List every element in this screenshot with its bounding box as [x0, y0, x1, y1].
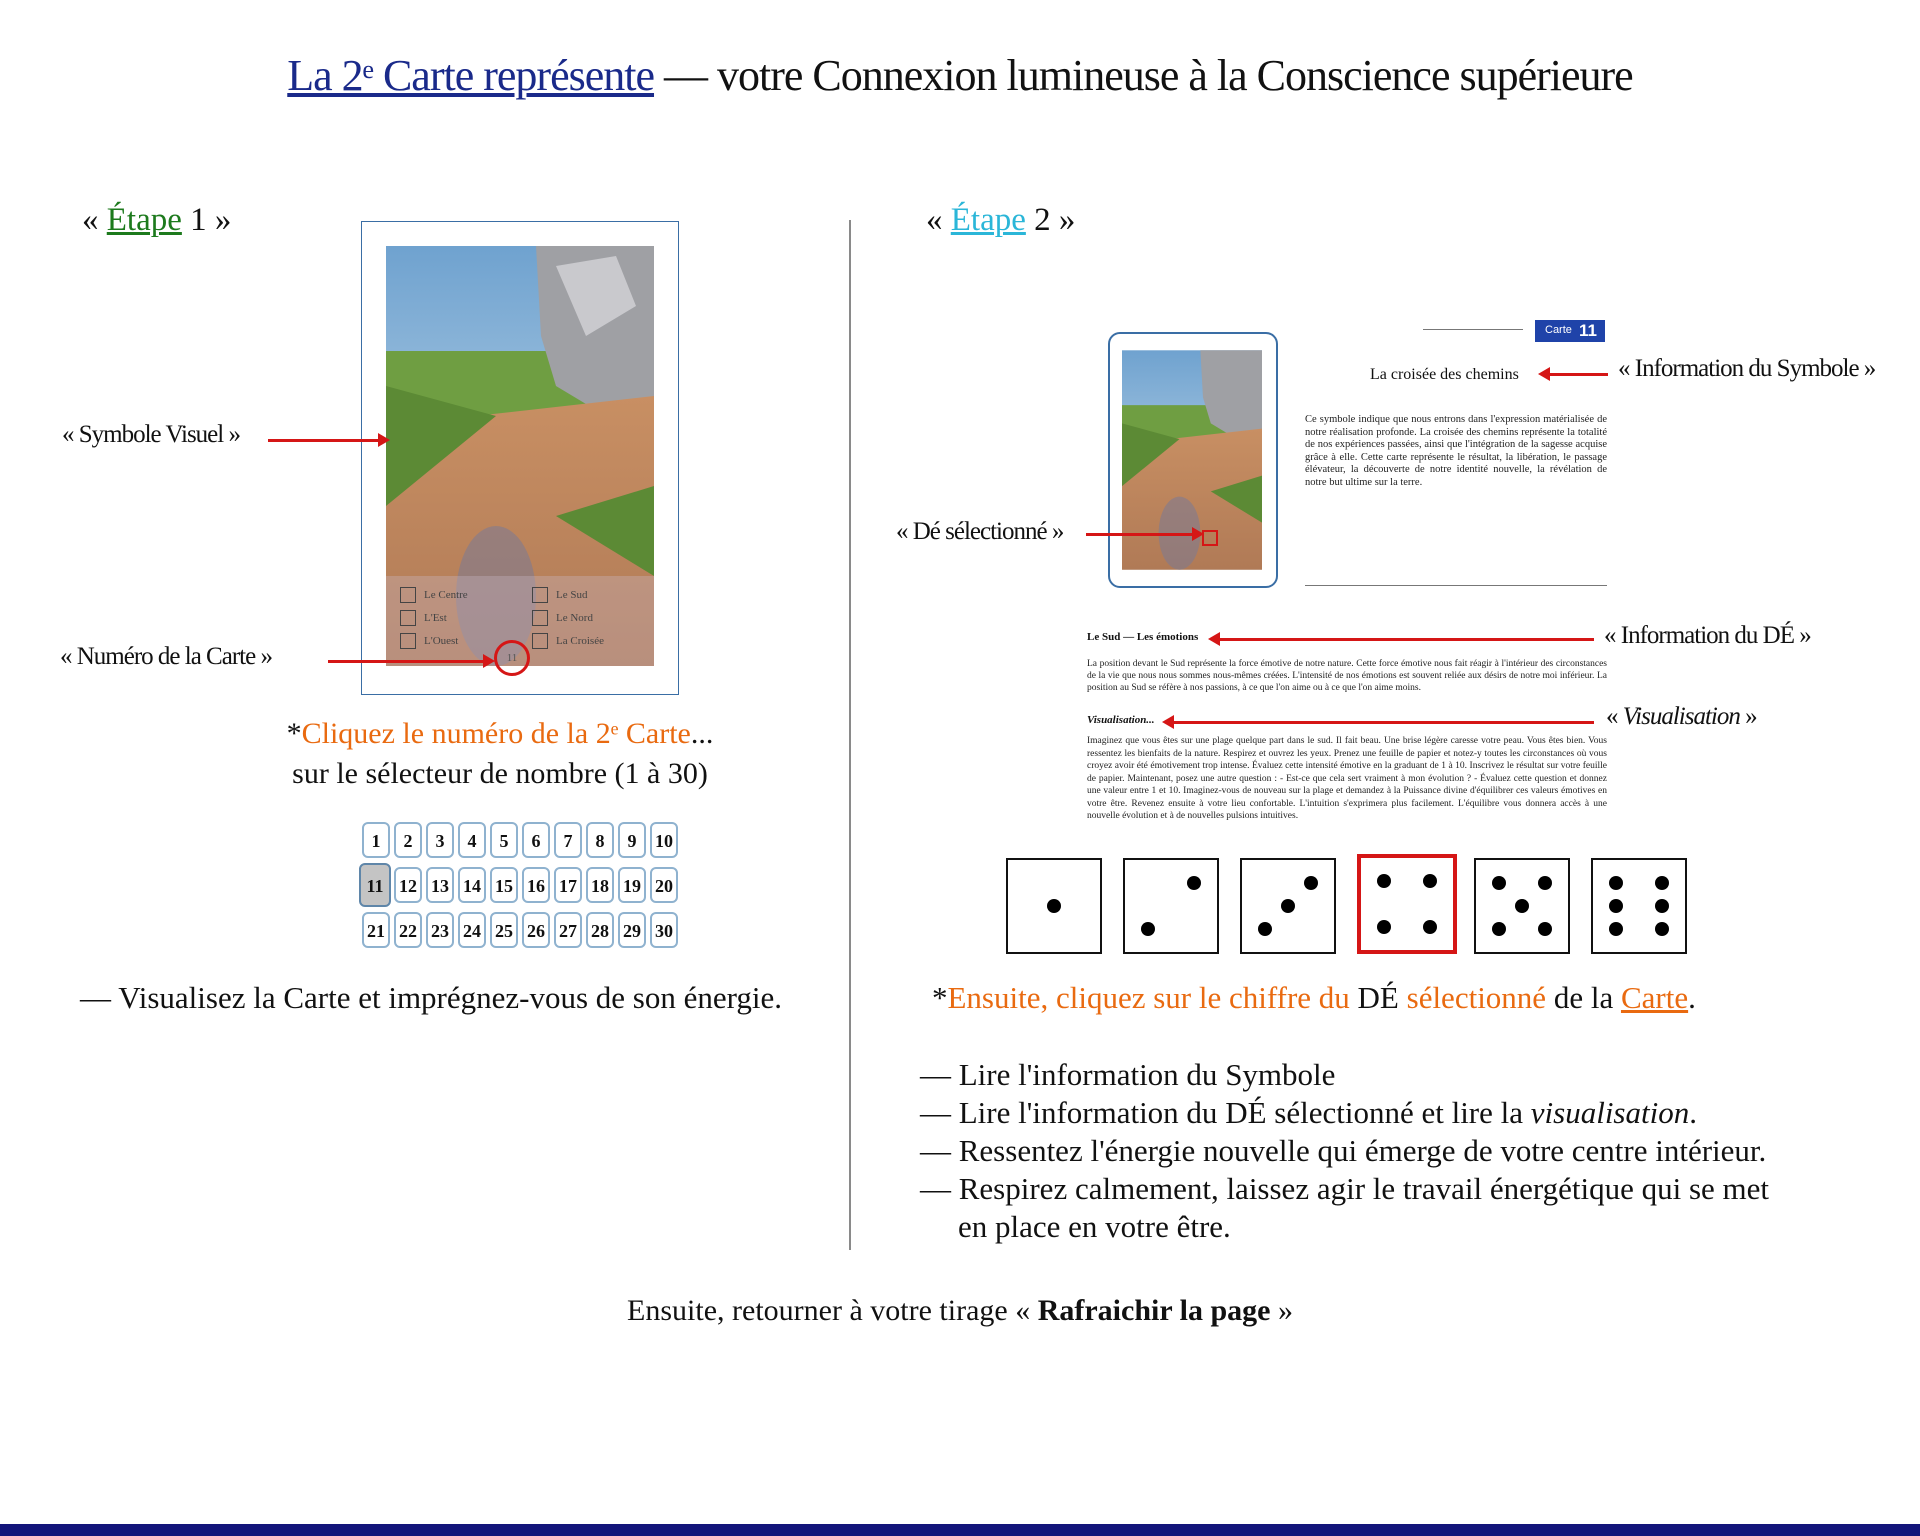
- die-pip: [1377, 874, 1391, 888]
- label-info-symbole: « Information du Symbole »: [1618, 355, 1876, 382]
- card-number-circle: 11: [494, 640, 530, 676]
- step2-heading: « Étape 2 »: [926, 202, 1076, 238]
- arrow-info-symbole: [1548, 373, 1608, 376]
- die-pip: [1655, 922, 1669, 936]
- die-pip: [1655, 876, 1669, 890]
- die-2[interactable]: [1123, 858, 1219, 954]
- die-4[interactable]: [1357, 854, 1457, 954]
- list-item: — Ressentez l'énergie nouvelle qui émerge de votre centre intérieur.: [920, 1133, 1767, 1168]
- die-pip: [1423, 874, 1437, 888]
- die-pip: [1655, 899, 1669, 913]
- title-link[interactable]: La 2ᵉ Carte représente: [287, 51, 655, 100]
- die-pip: [1281, 899, 1295, 913]
- number-selector: [362, 822, 682, 958]
- label-numero-carte: « Numéro de la Carte »: [60, 643, 272, 670]
- number-button-21[interactable]: 21: [362, 912, 390, 948]
- number-button-27[interactable]: 27: [554, 912, 582, 948]
- label-info-de: « Information du DÉ »: [1604, 622, 1811, 649]
- die-pip: [1047, 899, 1061, 913]
- carte-tag: Carte 11: [1535, 320, 1605, 342]
- die-6[interactable]: [1591, 858, 1687, 954]
- die-pip: [1492, 876, 1506, 890]
- number-button-1[interactable]: 1: [362, 822, 390, 858]
- card-legend-right: Le Sud Le Nord La Croisée: [532, 584, 604, 653]
- arrow-de-selectionne: [1086, 533, 1194, 536]
- die-pip: [1187, 876, 1201, 890]
- number-button-8[interactable]: 8: [586, 822, 614, 858]
- number-button-29[interactable]: 29: [618, 912, 646, 948]
- list-item: en place en votre être.: [958, 1209, 1231, 1244]
- label-visualisation: « Visualisation »: [1606, 703, 1757, 730]
- die-pip: [1609, 876, 1623, 890]
- number-button-22[interactable]: 22: [394, 912, 422, 948]
- footer-bar: [0, 1524, 1920, 1536]
- die-pip: [1538, 922, 1552, 936]
- step1-visualize-text: — Visualisez la Carte et imprégnez-vous de son énergie.: [80, 980, 783, 1015]
- number-button-19[interactable]: 19: [618, 867, 646, 903]
- arrow-visualisation: [1172, 721, 1594, 724]
- list-item: — Respirez calmement, laissez agir le travail énergétique qui se met: [920, 1171, 1770, 1206]
- step2-list: [920, 1056, 1820, 1246]
- number-button-7[interactable]: 7: [554, 822, 582, 858]
- number-button-20[interactable]: 20: [650, 867, 678, 903]
- number-button-30[interactable]: 30: [650, 912, 678, 948]
- number-button-18[interactable]: 18: [586, 867, 614, 903]
- step1-word: Étape: [106, 202, 182, 238]
- die-5[interactable]: [1474, 858, 1570, 954]
- step1-instruction: *Cliquez le numéro de la 2ᵉ Carte... sur le sélecteur de nombre (1 à 30): [286, 717, 714, 790]
- number-button-4[interactable]: 4: [458, 822, 486, 858]
- number-button-23[interactable]: 23: [426, 912, 454, 948]
- number-button-3[interactable]: 3: [426, 822, 454, 858]
- number-button-10[interactable]: 10: [650, 822, 678, 858]
- die-pip: [1377, 920, 1391, 934]
- de-text: La position devant le Sud représente la force émotive de notre nature. Cette force émotive nous fait réagir à l'intérieur des circonstances de la vie que nous nous sommes nous-mêmes créées. L'intensité de nos émotions est souvent reliée aux désirs de notre moi inférieur. La position au Sud se réfère à nos passions, à ce que l'on aime ou à ce que l'on aime moins.: [1087, 659, 1607, 693]
- number-button-26[interactable]: 26: [522, 912, 550, 948]
- title-rest: — votre Connexion lumineuse à la Conscience supérieure: [654, 51, 1633, 100]
- tarot-card-step2: [1108, 332, 1278, 588]
- die-pip: [1423, 920, 1437, 934]
- die-pip: [1492, 922, 1506, 936]
- de-title: Le Sud — Les émotions: [1087, 631, 1199, 643]
- number-button-24[interactable]: 24: [458, 912, 486, 948]
- visu-text: Imaginez que vous êtes sur une plage quelque part dans le sud. Il fait beau. Une brise légère caresse votre peau. Vous êtes bien. Vous ressentez les bienfaits de la nature. Respirez et ouvrez les yeux. Prenez une feuille de papier et notez-y toutes les circonstances où vous croyez avoir été émotivement trop intense. Évaluez cette intensité émotive en la graduant de 1 à 10. Inscrivez le résultat sur votre feuille de papier. Maintenant, posez une autre question : - Est-ce que cela sert vraiment à mon évolution ? - Évaluez cette question et donnez une valeur entre 1 et 10. Imaginez-vous de nouveau sur la plage et demandez à la Puissance divine d'équilibrer ces valeurs émotives en votre être. Revenez ensuite à votre lieu confortable. L'intuition s'exprimera plus facilement. L'équilibre vous donnera accès à une nouvelle évolution et à de nouvelles pulsions intuitives.: [1087, 736, 1607, 821]
- die-pip: [1258, 922, 1272, 936]
- list-item: — Lire l'information du DÉ sélectionné et lire la visualisation.: [920, 1095, 1697, 1130]
- label-symbole-visuel: « Symbole Visuel »: [62, 421, 240, 448]
- number-button-11[interactable]: 11: [359, 863, 391, 907]
- die-1[interactable]: [1006, 858, 1102, 954]
- column-divider: [849, 220, 851, 1250]
- tarot-card-step1: [361, 221, 679, 695]
- carte-link[interactable]: Carte: [1620, 980, 1689, 1015]
- number-button-16[interactable]: 16: [522, 867, 550, 903]
- list-item: — Lire l'information du Symbole: [920, 1057, 1336, 1092]
- number-button-15[interactable]: 15: [490, 867, 518, 903]
- symbol-rule: [1423, 329, 1523, 330]
- symbol-title: La croisée des chemins: [1370, 366, 1519, 383]
- label-de-selectionne: « Dé sélectionné »: [896, 518, 1064, 545]
- number-button-28[interactable]: 28: [586, 912, 614, 948]
- die-pip: [1609, 922, 1623, 936]
- step2-word: Étape: [950, 202, 1026, 238]
- die-pip: [1304, 876, 1318, 890]
- arrow-symbole-visuel: [268, 439, 380, 442]
- die-pip: [1141, 922, 1155, 936]
- symbol-bottom-rule: [1305, 585, 1607, 586]
- symbol-text: Ce symbole indique que nous entrons dans l'expression matérialisée de notre réalisation profonde. La croisée des chemins représente la totalité de nos expériences passées, ainsi que l'intégration de la sagesse acquise grâce à elle. Cette carte représente le résultat, la libération, le passage élévateur, la découverte de notre identité nouvelle, la révélation de notre but ultime sur la terre.: [1305, 414, 1607, 488]
- dice-row: [1006, 856, 1696, 960]
- step1-heading: « Étape 1 »: [82, 202, 232, 238]
- footer-text: Ensuite, retourner à votre tirage « Rafraichir la page »: [627, 1294, 1293, 1327]
- die-pip: [1609, 899, 1623, 913]
- number-button-14[interactable]: 14: [458, 867, 486, 903]
- number-button-25[interactable]: 25: [490, 912, 518, 948]
- arrow-numero-carte: [328, 660, 485, 663]
- number-button-6[interactable]: 6: [522, 822, 550, 858]
- number-button-13[interactable]: 13: [426, 867, 454, 903]
- selected-die-marker: [1202, 530, 1218, 546]
- card-legend-left: Le Centre L'Est L'Ouest: [400, 584, 468, 653]
- die-3[interactable]: [1240, 858, 1336, 954]
- number-button-2[interactable]: 2: [394, 822, 422, 858]
- number-button-9[interactable]: 9: [618, 822, 646, 858]
- page-title: [0, 50, 1920, 101]
- arrow-info-de: [1218, 638, 1594, 641]
- number-button-17[interactable]: 17: [554, 867, 582, 903]
- die-pip: [1538, 876, 1552, 890]
- refresh-page-link[interactable]: Rafraichir la page: [1037, 1294, 1271, 1327]
- number-button-5[interactable]: 5: [490, 822, 518, 858]
- step2-instruction: *Ensuite, cliquez sur le chiffre du DÉ sélectionné de la Carte.: [932, 980, 1696, 1015]
- visu-title: Visualisation...: [1087, 714, 1155, 726]
- die-pip: [1515, 899, 1529, 913]
- number-button-12[interactable]: 12: [394, 867, 422, 903]
